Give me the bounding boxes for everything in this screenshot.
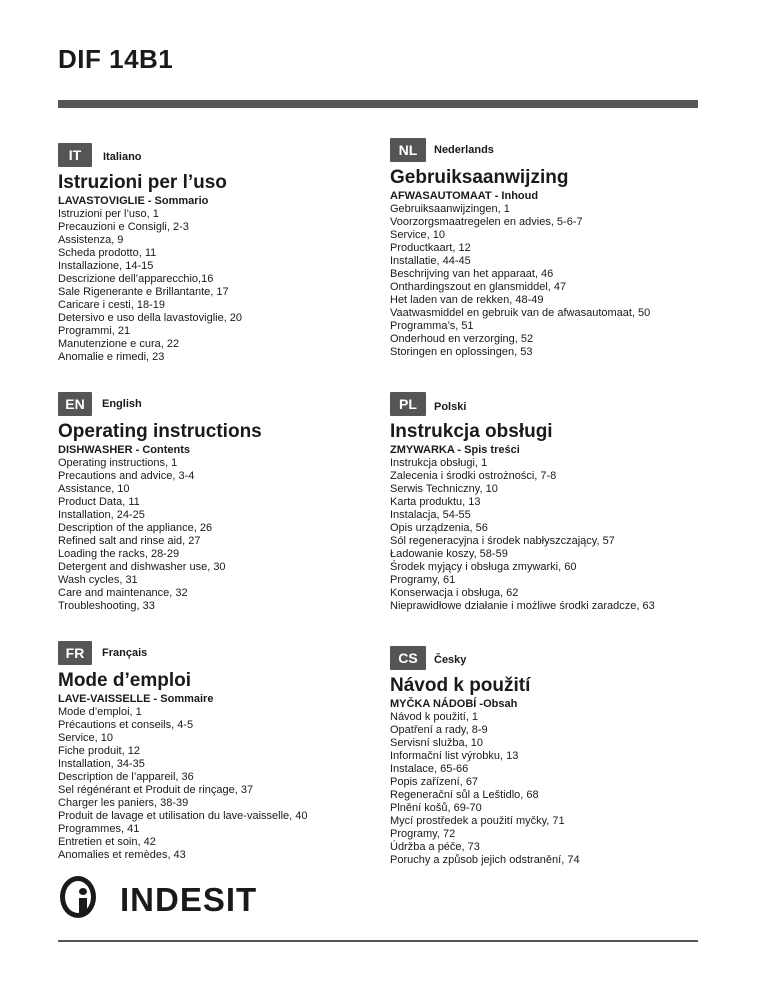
language-code-badge: PL (390, 392, 426, 416)
language-name: English (102, 398, 142, 410)
section-header (58, 392, 368, 416)
contents-item: Het laden van de rekken, 48-49 (390, 294, 544, 306)
contents-list (390, 203, 700, 359)
section-title: Operating instructions (58, 421, 262, 442)
contents-item: Descrizione dell’apparecchio,16 (58, 273, 214, 285)
contents-item: Beschrijving van het apparaat, 46 (390, 268, 554, 280)
contents-item: Manutenzione e cura, 22 (58, 338, 180, 350)
contents-item: Operating instructions, 1 (58, 457, 178, 469)
contents-item: Instalacja, 54-55 (390, 509, 471, 521)
contents-item: Popis zařízení, 67 (390, 776, 479, 788)
contents-item: Précautions et conseils, 4-5 (58, 719, 194, 731)
section-nl (390, 138, 700, 359)
contents-item: Detersivo e uso della lavastoviglie, 20 (58, 312, 243, 324)
section-cs (390, 646, 700, 867)
contents-item: Servisní služba, 10 (390, 737, 483, 749)
contents-item: Detergent and dishwasher use, 30 (58, 561, 226, 573)
contents-item: Caricare i cesti, 18-19 (58, 299, 165, 311)
contents-list (390, 711, 700, 867)
section-fr (58, 641, 368, 862)
contents-item: Assistance, 10 (58, 483, 130, 495)
contents-item: Service, 10 (390, 229, 446, 241)
contents-item: Loading the racks, 28-29 (58, 548, 180, 560)
contents-item: Plnění košů, 69-70 (390, 802, 482, 814)
contents-item: Produit de lavage et utilisation du lave-vaisselle, 40 (58, 810, 308, 822)
contents-item: Storingen en oplossingen, 53 (390, 346, 533, 358)
contents-item: Zalecenia i środki ostrożności, 7-8 (390, 470, 557, 482)
language-name: Italiano (103, 151, 142, 163)
contents-item: Środek myjący i obsługa zmywarki, 60 (390, 561, 577, 573)
logo-ring-icon (60, 876, 96, 918)
contents-item: Entretien et soin, 42 (58, 836, 156, 848)
contents-list (58, 706, 368, 862)
contents-item: Poruchy a způsob jejich odstranění, 74 (390, 854, 580, 866)
contents-item: Instrukcja obsługi, 1 (390, 457, 488, 469)
contents-item: Karta produktu, 13 (390, 496, 481, 508)
section-pl (390, 392, 700, 613)
contents-item: Assistenza, 9 (58, 234, 124, 246)
section-header (58, 143, 368, 167)
language-name: Français (102, 647, 148, 659)
section-header (390, 138, 700, 162)
contents-item: Productkaart, 12 (390, 242, 471, 254)
language-code-badge: EN (58, 392, 92, 416)
contents-item: Gebruiksaanwijzingen, 1 (390, 203, 510, 215)
contents-item: Sól regeneracyjna i środek nabłyszczający, 57 (390, 535, 615, 547)
section-title: Gebruiksaanwijzing (390, 167, 569, 188)
contents-item: Service, 10 (58, 732, 114, 744)
contents-item: Ładowanie koszy, 58-59 (390, 548, 508, 560)
section-subtitle: MYČKA NÁDOBÍ -Obsah (390, 698, 518, 710)
contents-item: Regenerační sůl a Leštidlo, 68 (390, 789, 539, 801)
language-code-badge: CS (390, 646, 426, 670)
contents-item: Installation, 34-35 (58, 758, 145, 770)
contents-item: Programmi, 21 (58, 325, 131, 337)
contents-item: Product Data, 11 (58, 496, 140, 508)
section-subtitle: ZMYWARKA - Spis treści (390, 444, 520, 456)
section-subtitle: LAVASTOVIGLIE - Sommario (58, 195, 209, 207)
section-subtitle: DISHWASHER - Contents (58, 444, 190, 456)
section-title: Návod k použití (390, 675, 531, 696)
language-code-badge: IT (58, 143, 92, 167)
language-name: Nederlands (434, 144, 494, 156)
language-name: Polski (434, 401, 467, 413)
contents-item: Onderhoud en verzorging, 52 (390, 333, 534, 345)
contents-item: Scheda prodotto, 11 (58, 247, 157, 259)
section-title: Instrukcja obsługi (390, 421, 553, 442)
contents-item: Voorzorgsmaatregelen en advies, 5-6-7 (390, 216, 583, 228)
contents-item: Opatření a rady, 8-9 (390, 724, 488, 736)
contents-list (58, 457, 368, 613)
contents-item: Installazione, 14-15 (58, 260, 154, 272)
contents-item: Serwis Techniczny, 10 (390, 483, 498, 495)
contents-item: Istruzioni per l’uso, 1 (58, 208, 159, 220)
language-code-badge: NL (390, 138, 426, 162)
contents-item: Charger les paniers, 38-39 (58, 797, 189, 809)
footer-rule (58, 940, 698, 942)
contents-item: Description de l’appareil, 36 (58, 771, 194, 783)
section-en (58, 392, 368, 613)
contents-item: Anomalie e rimedi, 23 (58, 351, 165, 363)
contents-list (58, 208, 368, 364)
contents-item: Konserwacja i obsługa, 62 (390, 587, 519, 599)
contents-item: Instalace, 65-66 (390, 763, 469, 775)
contents-item: Anomalies et remèdes, 43 (58, 849, 186, 861)
contents-item: Údržba a péče, 73 (390, 841, 480, 853)
language-code-badge: FR (58, 641, 92, 665)
section-subtitle: LAVE-VAISSELLE - Sommaire (58, 693, 214, 705)
contents-item: Sale Rigenerante e Brillantante, 17 (58, 286, 229, 298)
section-header (58, 641, 368, 665)
section-header (390, 392, 700, 416)
contents-item: Opis urządzenia, 56 (390, 522, 488, 534)
section-title: Istruzioni per l’uso (58, 172, 227, 193)
contents-item: Programma’s, 51 (390, 320, 474, 332)
contents-item: Refined salt and rinse aid, 27 (58, 535, 201, 547)
section-subtitle: AFWASAUTOMAAT - Inhoud (390, 190, 539, 202)
contents-item: Mycí prostředek a použití myčky, 71 (390, 815, 565, 827)
contents-item: Fiche produit, 12 (58, 745, 140, 757)
contents-item: Care and maintenance, 32 (58, 587, 188, 599)
contents-item: Programmes, 41 (58, 823, 140, 835)
contents-item: Vaatwasmiddel en gebruik van de afwasautomaat, 50 (390, 307, 651, 319)
logo-wordmark: INDESIT (120, 881, 258, 918)
indesit-logo (60, 876, 280, 924)
language-name: Česky (434, 654, 467, 666)
contents-item: Informační list výrobku, 13 (390, 750, 519, 762)
contents-item: Description of the appliance, 26 (58, 522, 213, 534)
contents-item: Troubleshooting, 33 (58, 600, 155, 612)
contents-item: Precautions and advice, 3-4 (58, 470, 195, 482)
section-header (390, 646, 700, 670)
contents-item: Precauzioni e Consigli, 2-3 (58, 221, 189, 233)
contents-item: Programy, 61 (390, 574, 456, 586)
contents-item: Sel régénérant et Produit de rinçage, 37 (58, 784, 254, 796)
header-rule (58, 100, 698, 108)
model-title: DIF 14B1 (58, 44, 174, 74)
contents-item: Mode d’emploi, 1 (58, 706, 142, 718)
section-title: Mode d’emploi (58, 670, 191, 691)
contents-item: Programy, 72 (390, 828, 456, 840)
contents-item: Návod k použití, 1 (390, 711, 479, 723)
contents-list (390, 457, 700, 613)
contents-item: Nieprawidłowe działanie i możliwe środki zaradcze, 63 (390, 600, 655, 612)
contents-item: Wash cycles, 31 (58, 574, 138, 586)
contents-item: Installatie, 44-45 (390, 255, 471, 267)
section-it (58, 143, 368, 364)
contents-item: Installation, 24-25 (58, 509, 145, 521)
contents-item: Onthardingszout en glansmiddel, 47 (390, 281, 567, 293)
